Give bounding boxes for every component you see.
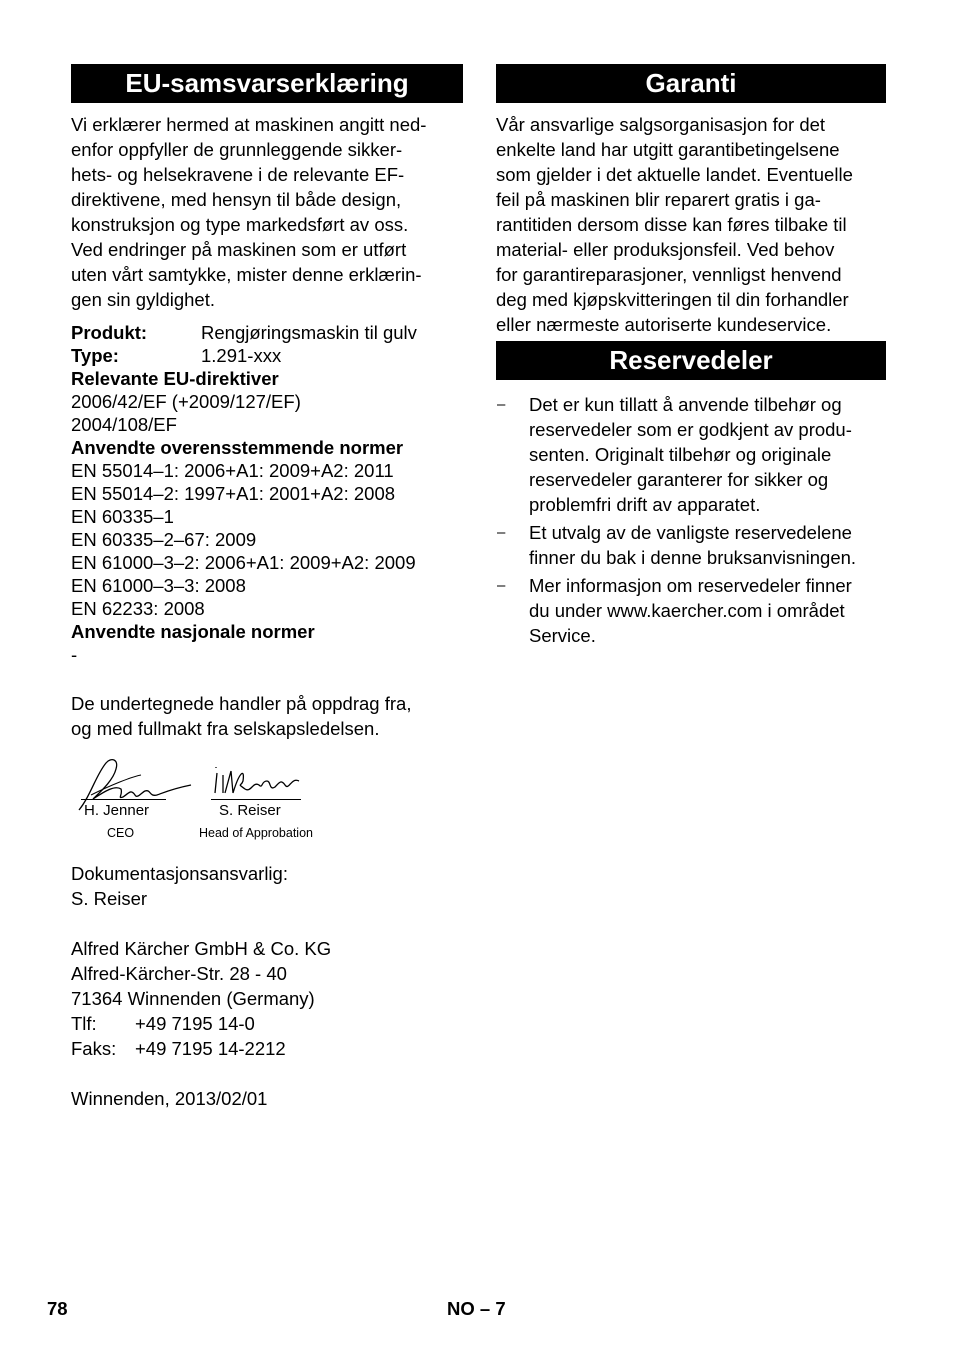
dash-bullet: – [497, 524, 506, 541]
company-line: Alfred Kärcher GmbH & Co. KG [71, 938, 332, 959]
signer1-name: H. Jenner [84, 802, 150, 819]
guarantee-line: material- eller produksjonsfeil. Ved behov [496, 239, 835, 260]
signature-reiser-icon [211, 763, 311, 803]
dash-bullet: – [497, 577, 506, 594]
fax-value: +49 7195 14-2212 [135, 1038, 286, 1059]
list-item [496, 573, 886, 648]
guarantee-line: deg med kjøpskvitteringen til din forhandler [496, 289, 849, 310]
standard-item: EN 60335–1 [71, 506, 174, 527]
intro-line: enfor oppfyller de grunnleggende sikker- [71, 139, 403, 160]
type-label: Type: [71, 345, 119, 366]
dash-bullet: – [497, 396, 506, 413]
list-item-line: reservedeler garanterer for sikker og [529, 469, 829, 490]
type-value: 1.291-xxx [201, 345, 282, 366]
phone-row [71, 1011, 463, 1036]
fax-row [71, 1036, 463, 1061]
list-item-line: reservedeler som er godkjent av produ- [529, 419, 852, 440]
product-value: Rengjøringsmaskin til gulv [201, 322, 417, 343]
list-item-line: du under www.kaercher.com i området [529, 600, 845, 621]
company-line: 71364 Winnenden (Germany) [71, 988, 315, 1009]
intro-line: Vi erklærer hermed at maskinen angitt ned- [71, 114, 427, 135]
guarantee-line: eller nærmeste autoriserte kundeservice. [496, 314, 832, 335]
standard-item: EN 55014–1: 2006+A1: 2009+A2: 2011 [71, 460, 394, 481]
phone-value: +49 7195 14-0 [135, 1013, 255, 1034]
list-item-line: Service. [529, 625, 596, 646]
intro-line: Ved endringer på maskinen som er utført [71, 239, 407, 260]
intro-line: hets- og helsekravene i de relevante EF- [71, 164, 405, 185]
signature-block [71, 755, 463, 855]
list-item [496, 392, 886, 517]
list-item-line: Et utvalg av de vanligste reservedelene [529, 522, 852, 543]
doc-responsible [71, 861, 463, 911]
guarantee-text [496, 112, 886, 337]
product-spec [71, 321, 463, 666]
guarantee-line: enkelte land har utgitt garantibetingelsene [496, 139, 840, 160]
signers-intro [71, 691, 463, 741]
guarantee-line: feil på maskinen blir reparert gratis i ga- [496, 189, 821, 210]
directive-item: 2006/42/EF (+2009/127/EF) [71, 391, 301, 412]
list-item [496, 520, 886, 570]
list-item-line: Mer informasjon om reservedeler finner [529, 575, 852, 596]
declaration-heading: EU-samsvarserklæring [71, 64, 463, 103]
intro-line: konstruksjon og type markedsført av oss. [71, 214, 409, 235]
guarantee-line: Vår ansvarlige salgsorganisasjon for det [496, 114, 826, 135]
signer1-title: CEO [107, 826, 135, 840]
list-item-line: senten. Originalt tilbehør og originale [529, 444, 832, 465]
intro-line: direktivene, med hensyn til både design, [71, 189, 402, 210]
spare-parts-heading: Reservedeler [496, 341, 886, 380]
intro-line: uten vårt samtykke, mister denne erklærin- [71, 264, 422, 285]
standard-item: EN 61000–3–2: 2006+A1: 2009+A2: 2009 [71, 552, 416, 573]
guarantee-line: som gjelder i det aktuelle landet. Eventuelle [496, 164, 853, 185]
company-address [71, 936, 463, 1061]
product-label: Produkt: [71, 322, 148, 343]
signer2-name: S. Reiser [219, 802, 281, 819]
type-row [71, 344, 463, 367]
signature-line [81, 799, 166, 800]
list-item-line: problemfri drift av apparatet. [529, 494, 761, 515]
standard-item: EN 55014–2: 1997+A1: 2001+A2: 2008 [71, 483, 396, 504]
standard-item: EN 60335–2–67: 2009 [71, 529, 257, 550]
spare-parts-list [496, 392, 886, 648]
guarantee-heading: Garanti [496, 64, 886, 103]
guarantee-line: for garantireparasjoner, vennligst henvend [496, 264, 842, 285]
product-row [71, 321, 463, 344]
national-standards-heading: Anvendte nasjonale normer [71, 621, 315, 642]
signature-line [211, 799, 301, 800]
place-date: Winnenden, 2013/02/01 [71, 1088, 268, 1109]
page-number: 78 [47, 1298, 68, 1319]
intro-line: gen sin gyldighet. [71, 289, 215, 310]
guarantee-column [496, 64, 886, 651]
page-code: NO – 7 [447, 1298, 506, 1319]
guarantee-line: rantitiden dersom disse kan føres tilbake til [496, 214, 847, 235]
list-item-line: Det er kun tillatt å anvende tilbehør og [529, 394, 842, 415]
signers-intro-line: De undertegnede handler på oppdrag fra, [71, 693, 412, 714]
company-line: Alfred-Kärcher-Str. 28 - 40 [71, 963, 287, 984]
signers-intro-line: og med fullmakt fra selskapsledelsen. [71, 718, 380, 739]
signer2-title: Head of Approbation [199, 826, 313, 840]
directives-heading: Relevante EU-direktiver [71, 368, 279, 389]
phone-label: Tlf: [71, 1013, 97, 1034]
declaration-intro [71, 112, 463, 312]
national-standards-value: - [71, 644, 78, 665]
doc-responsible-name: S. Reiser [71, 888, 148, 909]
standard-item: EN 62233: 2008 [71, 598, 205, 619]
standards-heading: Anvendte overensstemmende normer [71, 437, 404, 458]
standard-item: EN 61000–3–3: 2008 [71, 575, 246, 596]
directive-item: 2004/108/EF [71, 414, 177, 435]
list-item-line: finner du bak i denne bruksanvisningen. [529, 547, 857, 568]
declaration-column [71, 64, 463, 1111]
fax-label: Faks: [71, 1038, 117, 1059]
doc-responsible-label: Dokumentasjonsansvarlig: [71, 863, 288, 884]
